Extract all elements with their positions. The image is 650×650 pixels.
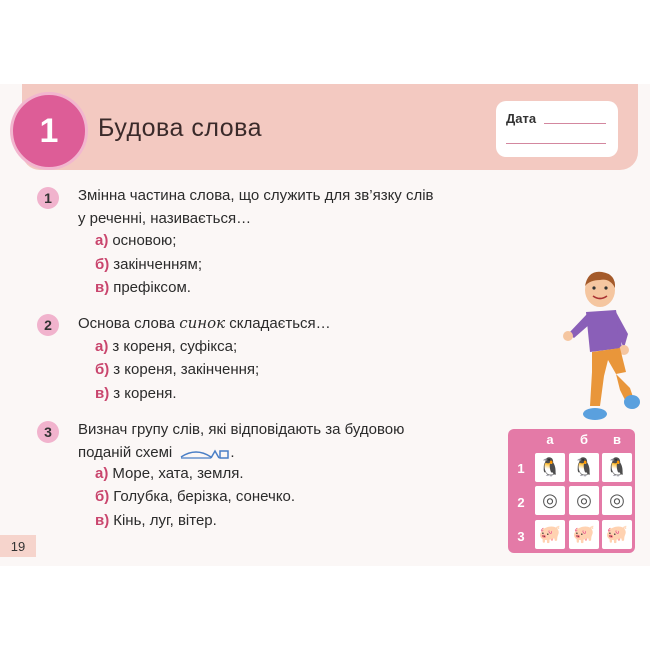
question-word: синок [179,314,226,332]
question-text-period: . [230,444,235,461]
option-text: закінченням; [113,256,202,273]
answer-option[interactable] [95,488,295,505]
option-letter: б) [95,488,110,505]
grid-column-header: в [613,432,621,447]
question-number-badge [37,314,59,336]
spiral-icon[interactable]: ◎ [602,486,632,515]
pig-icon[interactable]: 🐖 [569,520,599,549]
answer-option[interactable] [95,465,244,482]
option-text: з кореня. [113,385,177,402]
question-text-line-2 [78,441,404,464]
spiral-icon[interactable]: ◎ [535,486,565,515]
option-text: Море, хата, земля. [112,465,244,482]
page-title: Будова слова [98,114,263,142]
lesson-number-badge [10,92,88,170]
penguin-icon[interactable]: 🐧 [602,453,632,482]
question-text [78,184,434,230]
option-text: префіксом. [113,279,191,296]
question-number: 2 [44,317,52,333]
answer-option[interactable] [95,385,177,402]
option-letter: б) [95,361,110,378]
question-number: 1 [44,190,52,206]
question-text-line: Визнач групу слів, які відповідають за будовою [78,421,405,438]
lesson-number: 1 [39,111,59,150]
penguin-icon[interactable]: 🐧 [535,453,565,482]
grid-row-header: 1 [517,461,525,476]
option-letter: в) [95,385,110,402]
grid-row-header: 3 [517,529,525,544]
spiral-icon[interactable]: ◎ [569,486,599,515]
option-letter: а) [95,232,109,249]
question-text-line: поданій схемі [78,444,173,461]
word-structure-scheme-icon [178,445,230,461]
grid-column-header: а [546,432,554,447]
answer-option[interactable] [95,361,259,378]
running-boy-illustration [560,268,640,428]
page-number: 19 [0,535,36,557]
question-text-start: Основа слова [78,315,176,332]
question-text [78,312,331,335]
question-text-end: складається… [229,315,331,332]
date-field[interactable] [496,101,618,157]
grid-column-header: б [579,432,589,447]
answer-option[interactable] [95,279,191,296]
option-letter: в) [95,279,110,296]
question-number-badge [37,187,59,209]
pig-icon[interactable]: 🐖 [535,520,565,549]
question-text [78,418,404,464]
answer-grid [508,429,635,553]
answer-option[interactable] [95,512,217,529]
option-letter: а) [95,465,109,482]
date-line [544,123,606,124]
grid-row-header: 2 [517,495,525,510]
option-text: основою; [112,232,177,249]
pig-icon[interactable]: 🐖 [602,520,632,549]
option-letter: а) [95,338,109,355]
answer-option[interactable] [95,338,237,355]
option-letter: б) [95,256,110,273]
question-text-line: Змінна частина слова, що служить для зв’язку слів [78,187,434,204]
answer-option[interactable] [95,256,202,273]
date-line [506,143,606,144]
question-number-badge [37,421,59,443]
penguin-icon[interactable]: 🐧 [569,453,599,482]
option-text: Голубка, берізка, сонечко. [113,488,296,505]
answer-option[interactable] [95,232,176,249]
question-number: 3 [44,424,52,440]
option-text: Кінь, луг, вітер. [113,512,217,529]
option-text: з кореня, суфікса; [112,338,238,355]
date-label: Дата [506,111,537,126]
question-text-line: у реченні, називається… [78,210,252,227]
option-letter: в) [95,512,110,529]
option-text: з кореня, закінчення; [113,361,260,378]
